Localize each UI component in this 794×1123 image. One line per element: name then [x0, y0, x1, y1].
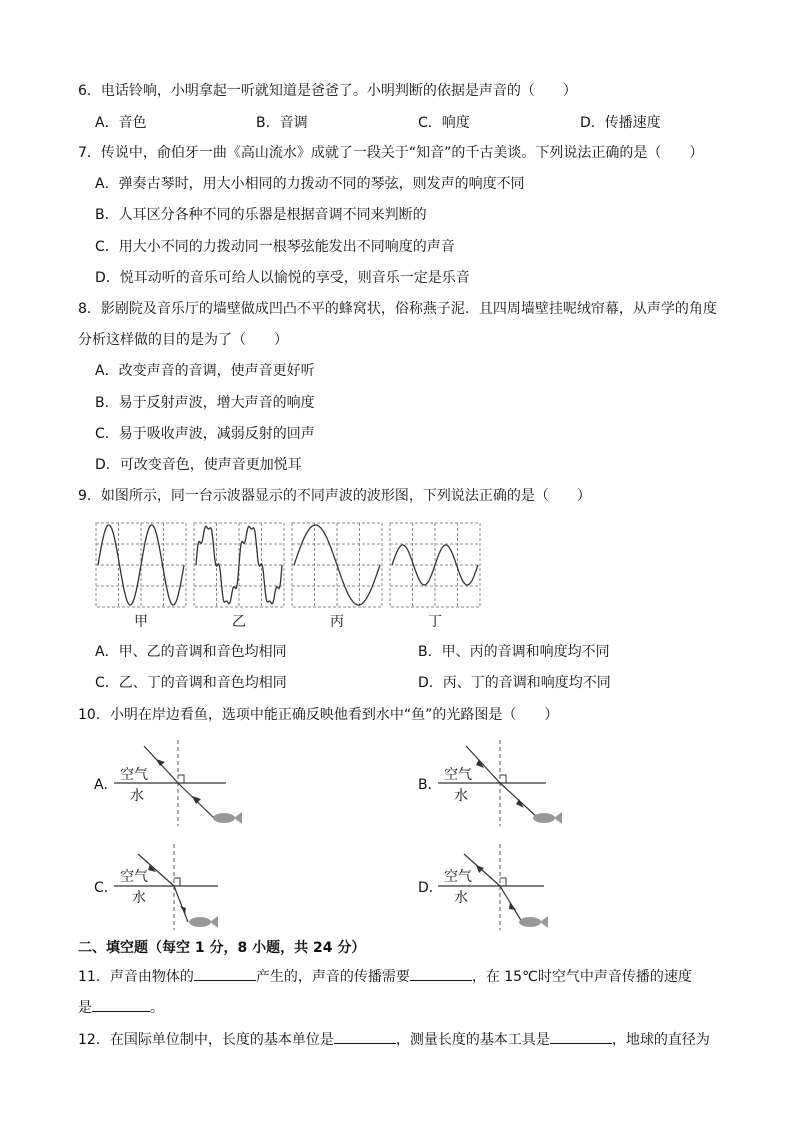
- q7-stem: 7．传说中，俞伯牙一曲《高山流水》成就了一段关于“知音”的千古美谈。下列说法正确的是（ ）: [78, 145, 704, 161]
- q7-option-a: A．弹奏古琴时，用大小相同的力拨动不同的琴弦，则发声的响度不同: [95, 176, 525, 192]
- q7-option-b: B．人耳区分各种不同的乐器是根据音调不同来判断的: [95, 207, 427, 223]
- q9-option-c: C．乙、丁的音调和音色均相同: [95, 675, 287, 691]
- q12-text-2: ，测量长度的基本工具是: [395, 1032, 550, 1048]
- q7-option-c: C．用大小不同的力拨动同一根琴弦能发出不同响度的声音: [95, 239, 455, 255]
- q8-option-c: C．易于吸收声波，减弱反射的回声: [95, 426, 315, 442]
- light-diagram-b: [416, 738, 586, 830]
- q12-text-1: 12．在国际单位制中，长度的基本单位是: [78, 1032, 334, 1048]
- waveform-svg: [95, 521, 483, 611]
- q11-text-1: 11．声音由物体的: [78, 969, 194, 985]
- answer-blank[interactable]: [550, 1029, 612, 1044]
- q12-text-3: ，地球的直径为: [611, 1032, 710, 1048]
- q11-text-5: 。: [150, 1000, 164, 1016]
- q12-line1: [78, 1029, 710, 1050]
- q6-option-b: B．音调: [256, 115, 308, 131]
- fish-icon-b: [533, 812, 562, 824]
- q6-option-d: D．传播速度: [580, 115, 661, 131]
- q10-stem: 10．小明在岸边看鱼，选项中能正确反映他看到水中“鱼”的光路图是（ ）: [78, 707, 559, 723]
- light-diagram-d: [416, 842, 586, 934]
- q7-option-d: D．悦耳动听的音乐可给人以愉悦的享受，则音乐一定是乐音: [95, 270, 470, 286]
- fish-icon-d: [519, 916, 548, 928]
- q8-stem-line2: 分析这样做的目的是为了（ ）: [78, 332, 288, 348]
- answer-blank[interactable]: [92, 997, 150, 1012]
- diagram-a-air-label: 空气: [120, 767, 148, 783]
- q8-option-d: D．可改变音色，使声音更加悦耳: [95, 457, 302, 473]
- q11-line2: [78, 997, 164, 1018]
- q11-text-4: 是: [78, 1000, 92, 1016]
- diagram-b-letter: B．: [418, 777, 442, 793]
- q9-option-d: D．丙、丁的音调和响度均不同: [418, 675, 611, 691]
- diagram-a-letter: A．: [94, 777, 118, 793]
- q9-option-a: A．甲、乙的音调和音色均相同: [95, 644, 287, 660]
- wave-label-bing: 丙: [330, 614, 344, 630]
- fish-icon-a: [213, 812, 242, 824]
- wave-label-yi: 乙: [232, 614, 246, 630]
- section-2-title: 二、填空题（每空 1 分，8 小题，共 24 分）: [78, 940, 366, 956]
- diagram-c-water-label: 水: [132, 890, 146, 906]
- diagram-b-air-label: 空气: [444, 767, 472, 783]
- diagram-c-air-label: 空气: [120, 869, 148, 885]
- answer-blank[interactable]: [410, 966, 472, 981]
- answer-blank[interactable]: [334, 1029, 396, 1044]
- q6-stem: 6．电话铃响，小明拿起一听就知道是爸爸了。小明判断的依据是声音的（ ）: [78, 83, 577, 99]
- light-diagram-c: [92, 842, 262, 934]
- wave-label-ding: 丁: [428, 614, 442, 630]
- light-diagram-a: [92, 738, 262, 830]
- diagram-c-letter: C．: [94, 880, 118, 896]
- wave-label-jia: 甲: [134, 614, 148, 630]
- q11-text-3: ，在 15℃时空气中声音传播的速度: [471, 969, 692, 985]
- q9-stem: 9．如图所示，同一台示波器显示的不同声波的波形图，下列说法正确的是（ ）: [78, 488, 591, 504]
- fish-icon-c: [189, 916, 218, 928]
- q8-stem-line1: 8．影剧院及音乐厅的墙壁做成凹凸不平的蜂窝状，俗称燕子泥．且四周墙壁挂呢绒帘幕，从声学的角度: [78, 301, 717, 317]
- q11-text-2: 产生的，声音的传播需要: [255, 969, 410, 985]
- q9-option-b: B．甲、丙的音调和响度均不同: [418, 644, 610, 660]
- q6-option-c: C．响度: [418, 115, 470, 131]
- q8-option-b: B．易于反射声波，增大声音的响度: [95, 395, 315, 411]
- q6-option-a: A．音色: [95, 115, 147, 131]
- diagram-d-air-label: 空气: [444, 869, 472, 885]
- diagram-d-letter: D．: [418, 880, 443, 896]
- diagram-d-water-label: 水: [454, 890, 468, 906]
- answer-blank[interactable]: [194, 966, 256, 981]
- q8-option-a: A．改变声音的音调，使声音更好听: [95, 363, 315, 379]
- diagram-a-water-label: 水: [130, 788, 144, 804]
- diagram-b-water-label: 水: [454, 788, 468, 804]
- q11-line1: [78, 966, 692, 987]
